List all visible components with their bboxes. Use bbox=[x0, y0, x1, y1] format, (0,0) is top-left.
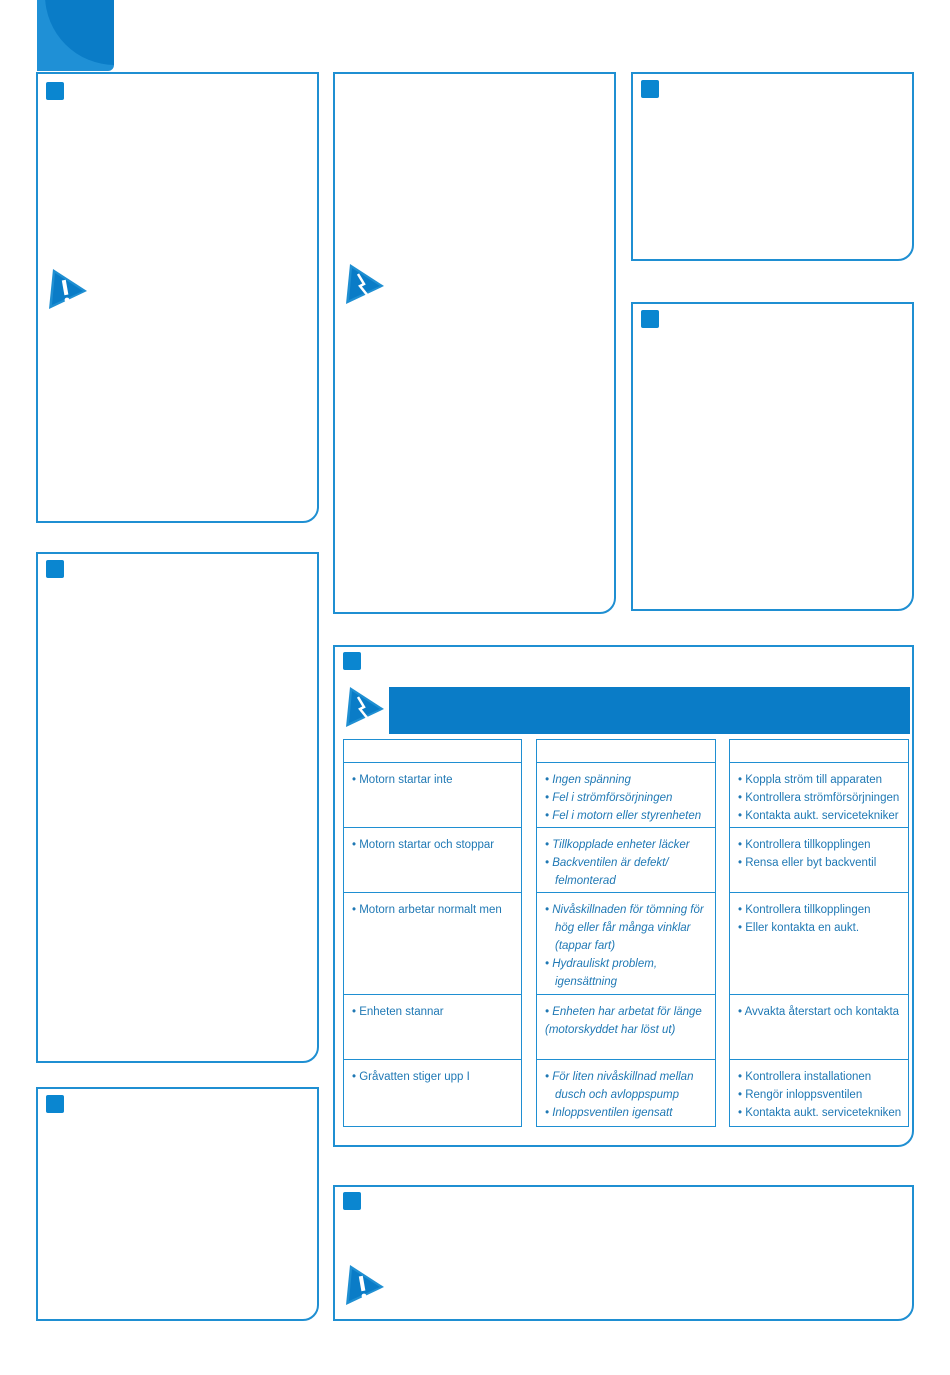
remedy-text: • Koppla ström till apparaten bbox=[738, 774, 883, 786]
section-box-right-1 bbox=[631, 72, 914, 261]
problem-text: • Motorn startar inte bbox=[352, 774, 453, 786]
cause-text: dusch och avloppspump bbox=[555, 1089, 680, 1101]
section-box-left-3 bbox=[36, 1087, 319, 1321]
table-row bbox=[344, 1059, 521, 1126]
exclamation-triangle-icon bbox=[344, 1263, 386, 1307]
cause-text: (tappar fart) bbox=[555, 940, 616, 952]
remedy-text: • Kontrollera tillkopplingen bbox=[738, 839, 871, 851]
section-marker bbox=[343, 1192, 361, 1210]
remedy-text: • Kontrollera tillkopplingen bbox=[738, 904, 871, 916]
page-corner-tab bbox=[37, 0, 114, 71]
lightning-triangle-icon bbox=[344, 262, 386, 306]
table-row bbox=[537, 827, 715, 892]
table-row bbox=[730, 994, 908, 1059]
table-row bbox=[344, 762, 521, 827]
remedy-text: • Rensa eller byt backventil bbox=[738, 857, 877, 869]
section-box-right-2 bbox=[631, 302, 914, 611]
section-box-left-2 bbox=[36, 552, 319, 1063]
cause-text: • För liten nivåskillnad mellan bbox=[545, 1071, 694, 1083]
remedy-text: • Kontakta aukt. servicetekniken bbox=[738, 1107, 902, 1119]
problem-column-header bbox=[344, 740, 521, 763]
cause-text: • Hydrauliskt problem, bbox=[545, 958, 658, 970]
cause-text: • Tillkopplade enheter läcker bbox=[545, 839, 690, 851]
table-row bbox=[537, 994, 715, 1059]
section-marker bbox=[343, 652, 361, 670]
cause-text: (motorskyddet har löst ut) bbox=[545, 1024, 676, 1036]
problem-text: • Motorn arbetar normalt men bbox=[352, 904, 502, 916]
cause-text: • Nivåskillnaden för tömning för bbox=[545, 904, 704, 916]
table-row bbox=[730, 892, 908, 994]
table-row bbox=[344, 827, 521, 892]
troubleshooting-header-banner bbox=[389, 687, 910, 734]
cause-text: felmonterad bbox=[555, 875, 616, 887]
table-row bbox=[730, 1059, 908, 1126]
table-row bbox=[537, 1059, 715, 1126]
remedy-text: • Kontrollera strömförsörjningen bbox=[738, 792, 900, 804]
cause-text: hög eller får många vinklar bbox=[555, 922, 691, 934]
section-marker bbox=[641, 80, 659, 98]
section-box-left-1 bbox=[36, 72, 319, 523]
table-row bbox=[730, 762, 908, 827]
cause-text: • Fel i motorn eller styrenheten bbox=[545, 810, 702, 822]
cause-text: • Enheten har arbetat för länge bbox=[545, 1006, 702, 1018]
remedy-text: • Eller kontakta en aukt. bbox=[738, 922, 860, 934]
cause-text: • Fel i strömförsörjningen bbox=[545, 792, 673, 804]
section-marker bbox=[641, 310, 659, 328]
troubleshooting-section bbox=[333, 645, 914, 1147]
table-row bbox=[344, 892, 521, 994]
section-box-middle bbox=[333, 72, 616, 614]
exclamation-triangle-icon bbox=[47, 267, 89, 311]
section-marker bbox=[46, 1095, 64, 1113]
table-row bbox=[537, 892, 715, 994]
problem-text: • Gråvatten stiger upp I bbox=[352, 1071, 470, 1083]
cause-column bbox=[536, 739, 716, 1127]
remedy-text: • Avvakta återstart och kontakta bbox=[738, 1006, 900, 1018]
table-row bbox=[537, 762, 715, 827]
remedy-column bbox=[729, 739, 909, 1127]
remedy-column-header bbox=[730, 740, 908, 763]
section-marker bbox=[46, 560, 64, 578]
remedy-text: • Kontrollera installationen bbox=[738, 1071, 872, 1083]
problem-column bbox=[343, 739, 522, 1127]
section-marker bbox=[46, 82, 64, 100]
remedy-text: • Kontakta aukt. servicetekniker bbox=[738, 810, 899, 822]
cause-text: igensättning bbox=[555, 976, 618, 988]
cause-text: • Backventilen är defekt/ bbox=[545, 857, 669, 869]
cause-column-header bbox=[537, 740, 715, 763]
cause-text: • Inloppsventilen igensatt bbox=[545, 1107, 673, 1119]
remedy-text: • Rengör inloppsventilen bbox=[738, 1089, 863, 1101]
problem-text: • Enheten stannar bbox=[352, 1006, 444, 1018]
table-row bbox=[344, 994, 521, 1059]
problem-text: • Motorn startar och stoppar bbox=[352, 839, 495, 851]
cause-text: • Ingen spänning bbox=[545, 774, 631, 786]
section-box-bottom bbox=[333, 1185, 914, 1321]
lightning-triangle-icon bbox=[344, 685, 386, 729]
table-row bbox=[730, 827, 908, 892]
